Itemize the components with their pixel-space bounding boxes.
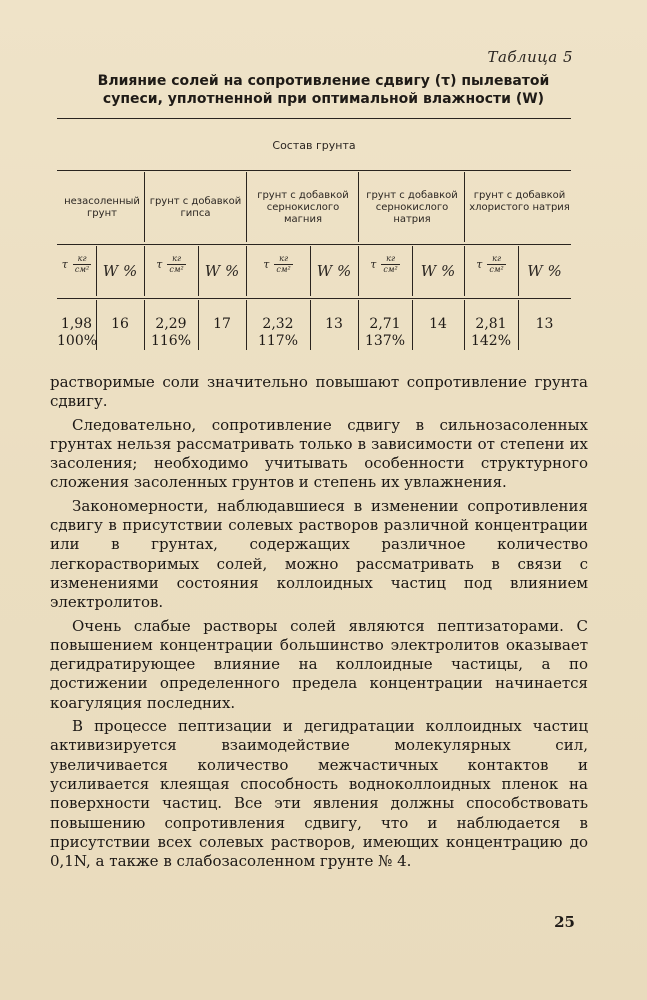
paragraph-2: Следовательно, сопротивление сдвигу в сильнозасоленных грунтах нельзя рассматривать только в зависимости от степени их засоления; необходимо учитывать особенности структурного сложения засоленных грунтов и степень их увлажнения. — [50, 415, 588, 492]
unit-w-3: W % — [316, 262, 352, 280]
table-cell-w: 14 — [429, 316, 447, 332]
unit-den: см² — [276, 265, 291, 274]
tau-symbol: τ — [156, 258, 163, 271]
column-header-unsalted: незасоленный грунт — [64, 196, 140, 219]
tau-value: 1,98 — [60, 316, 93, 332]
tau-percent: 116% — [150, 333, 192, 349]
tau-percent: 117% — [257, 333, 299, 349]
column-header-sodium-sulfate: грунт с добавкой сернокислого натрия — [366, 190, 458, 225]
table-cell-tau — [144, 316, 198, 350]
table-cell-tau — [246, 316, 310, 350]
table-title-line-1: Влияние солей на сопротивление сдвигу (τ) пылеватой — [97, 73, 550, 89]
paragraph-5: В процессе пептизации и дегидратации коллоидных частиц активизируется взаимодействие молекулярных сил, увеличивается количество межчастичных контактов и усиливается клеящая способность водноколлоидных пленок на поверхности частиц. Все эти явления должны способствовать повышению сопротивления сдвигу, что и наблюдается в присутствии всех солевых растворов, имеющих концентрацию до 0,1N, а также в слабозасоленном грунте № 4. — [50, 717, 588, 871]
tau-value: 2,71 — [369, 316, 401, 332]
tau-value: 2,81 — [475, 316, 507, 332]
table-top-rule — [57, 118, 571, 119]
column-header-gypsum: грунт с добавкой гипса — [149, 196, 242, 219]
body-text — [50, 373, 588, 875]
unit-tau-3 — [246, 254, 310, 275]
table-title — [60, 72, 587, 108]
tau-value: 2,32 — [262, 316, 294, 332]
tau-percent: 137% — [364, 333, 406, 349]
column-header-sodium-chloride: грунт с добавкой хлористого натрия — [469, 190, 570, 213]
table-cell-w: 13 — [535, 316, 554, 332]
unit-den: см² — [74, 265, 90, 274]
unit-tau-1 — [57, 254, 96, 275]
unit-tau-5 — [464, 254, 518, 275]
unit-w-4: W % — [420, 262, 456, 280]
unit-num: кг — [381, 254, 399, 265]
unit-num: кг — [167, 254, 185, 265]
table-label: Таблица 5 — [487, 48, 573, 66]
table-header-rule — [57, 244, 571, 245]
page-number: 25 — [554, 913, 575, 931]
tau-symbol: τ — [61, 258, 68, 271]
unit-w-5: W % — [527, 262, 562, 280]
paragraph-1: растворимые соли значительно повышают сопротивление грунта сдвигу. — [50, 373, 588, 411]
unit-num: кг — [73, 254, 91, 265]
column-divider — [246, 172, 247, 242]
tau-symbol: τ — [263, 258, 270, 271]
unit-tau-2 — [144, 254, 198, 275]
column-divider — [464, 172, 465, 242]
table-unit-rule — [57, 298, 571, 299]
unit-num: кг — [487, 254, 505, 265]
tau-value: 2,29 — [155, 316, 187, 332]
unit-num: кг — [274, 254, 292, 265]
tau-symbol: τ — [476, 258, 483, 271]
column-divider — [358, 172, 359, 242]
table-cell-w: 16 — [111, 316, 129, 332]
table-group-rule — [57, 170, 571, 171]
unit-den: см² — [169, 265, 184, 274]
column-header-magnesium-sulfate: грунт с добавкой сернокислого магния — [257, 190, 349, 225]
paragraph-3: Закономерности, наблюдавшиеся в изменении сопротивления сдвигу в присутствии солевых растворов различной концентрации или в грунтах, содержащих различное количество легкорастворимых солей, можно рассматривать в связи с изменениями состояния коллоидных частиц под влиянием электролитов. — [50, 496, 588, 612]
tau-percent: 100% — [57, 333, 98, 349]
table-cell-tau — [57, 316, 96, 350]
table-cell-w: 13 — [325, 316, 343, 332]
paragraph-4: Очень слабые растворы солей являются пептизаторами. С повышением концентрации большинство электролитов оказывает дегидратирующее влияние на коллоидные частицы, а по достижении определенного предела концентрации начинается коагуляция последних. — [50, 616, 588, 712]
unit-w-2: W % — [204, 262, 240, 280]
table-cell-w: 17 — [213, 316, 231, 332]
column-divider — [144, 172, 145, 242]
unit-w-1: W % — [102, 262, 138, 280]
unit-tau-4 — [358, 254, 412, 275]
table-group-header: Состав грунта — [272, 139, 356, 152]
table-title-line-2: супеси, уплотненной при оптимальной влажности (W) — [102, 91, 545, 107]
unit-den: см² — [383, 265, 398, 274]
tau-symbol: τ — [370, 258, 377, 271]
table-cell-tau — [464, 316, 518, 350]
table-cell-tau — [358, 316, 412, 350]
tau-percent: 142% — [470, 333, 512, 349]
unit-den: см² — [489, 265, 504, 274]
